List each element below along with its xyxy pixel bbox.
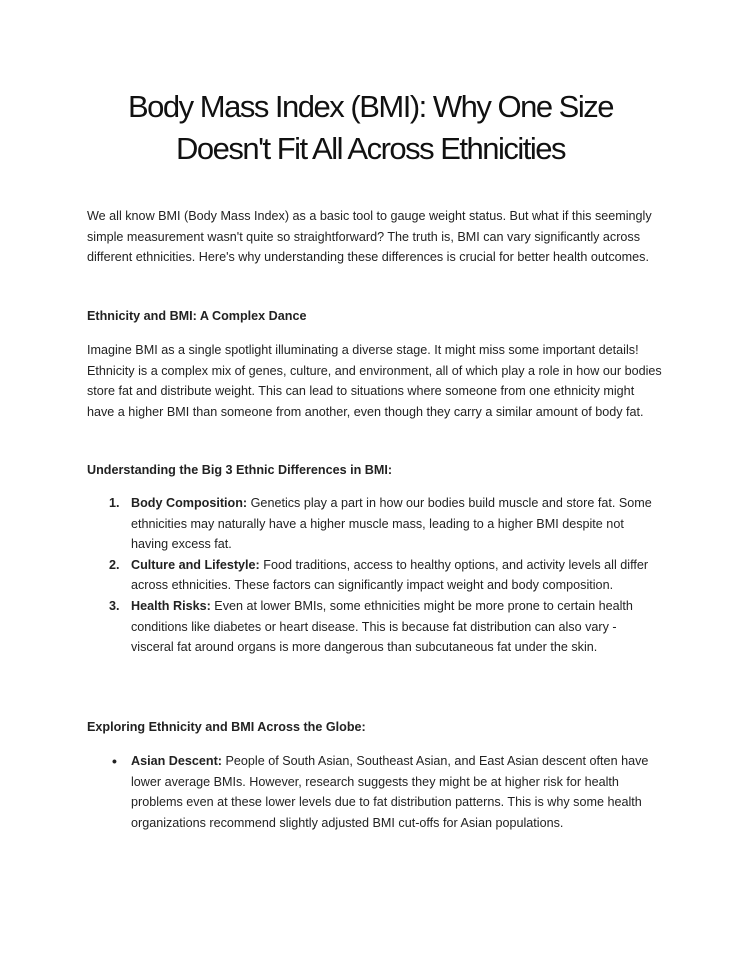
globe-list <box>87 751 662 833</box>
list-item-text: Food traditions, access to healthy options, and activity levels all differ across ethnicities. These factors can significantly impact weight and body composition. <box>131 557 649 593</box>
title-line-1: Body Mass Index (BMI): Why One Size <box>127 89 613 124</box>
intro-paragraph: We all know BMI (Body Mass Index) as a basic tool to gauge weight status. But what if this seemingly simple measurement wasn't quite so straightforward? The truth is, BMI can vary significantly across different ethnicities. Here's why understanding these differences is crucial for better health outcomes. <box>87 209 652 265</box>
list-item-text: Even at lower BMIs, some ethnicities might be more prone to certain health conditions like diabetes or heart disease. This is because fat distribution can also vary - visceral fat around organs is more dangerous than subcutaneous fat under the skin. <box>131 598 633 655</box>
section-heading-ethnicity: Ethnicity and BMI: A Complex Dance <box>87 309 307 323</box>
list-item <box>87 555 662 596</box>
list-number: 1. <box>109 496 120 510</box>
list-item-text: Genetics play a part in how our bodies build muscle and store fat. Some ethnicities may naturally have a higher muscle mass, leading to a higher BMI despite not having excess fat. <box>131 496 652 552</box>
ethnicity-paragraph: Imagine BMI as a single spotlight illuminating a diverse stage. It might miss some important details! Ethnicity is a complex mix of genes, culture, and environment, all of which play a role in how our bodies store fat and distribute weight. This can lead to situations where someone from one ethnicity might have a higher BMI than someone from another, even though they carry a similar amount of body fat. <box>87 343 662 419</box>
section-heading-big3: Understanding the Big 3 Ethnic Differences in BMI: <box>87 463 393 477</box>
list-item-label: Body Composition: <box>131 496 251 510</box>
list-item <box>87 751 662 833</box>
list-item <box>87 493 662 555</box>
section-heading-globe: Exploring Ethnicity and BMI Across the Globe: <box>87 720 366 734</box>
big3-list <box>87 493 662 658</box>
list-number: 3. <box>109 598 120 613</box>
list-item-label: Asian Descent: <box>131 754 226 768</box>
list-item-label: Culture and Lifestyle: <box>131 557 264 572</box>
page-title <box>60 86 681 170</box>
list-item-text: People of South Asian, Southeast Asian, and East Asian descent often have lower average BMIs. However, research suggests they might be at higher risk for health problems even at these lower levels due to fat distribution patterns. This is why some health organizations recommend slightly adjusted BMI cut-offs for Asian populations. <box>131 754 649 830</box>
bullet-icon: • <box>112 753 117 769</box>
title-line-2: Doesn't Fit All Across Ethnicities <box>175 131 566 166</box>
list-number: 2. <box>109 557 120 572</box>
list-item <box>87 596 662 658</box>
list-item-label: Health Risks: <box>131 598 215 613</box>
